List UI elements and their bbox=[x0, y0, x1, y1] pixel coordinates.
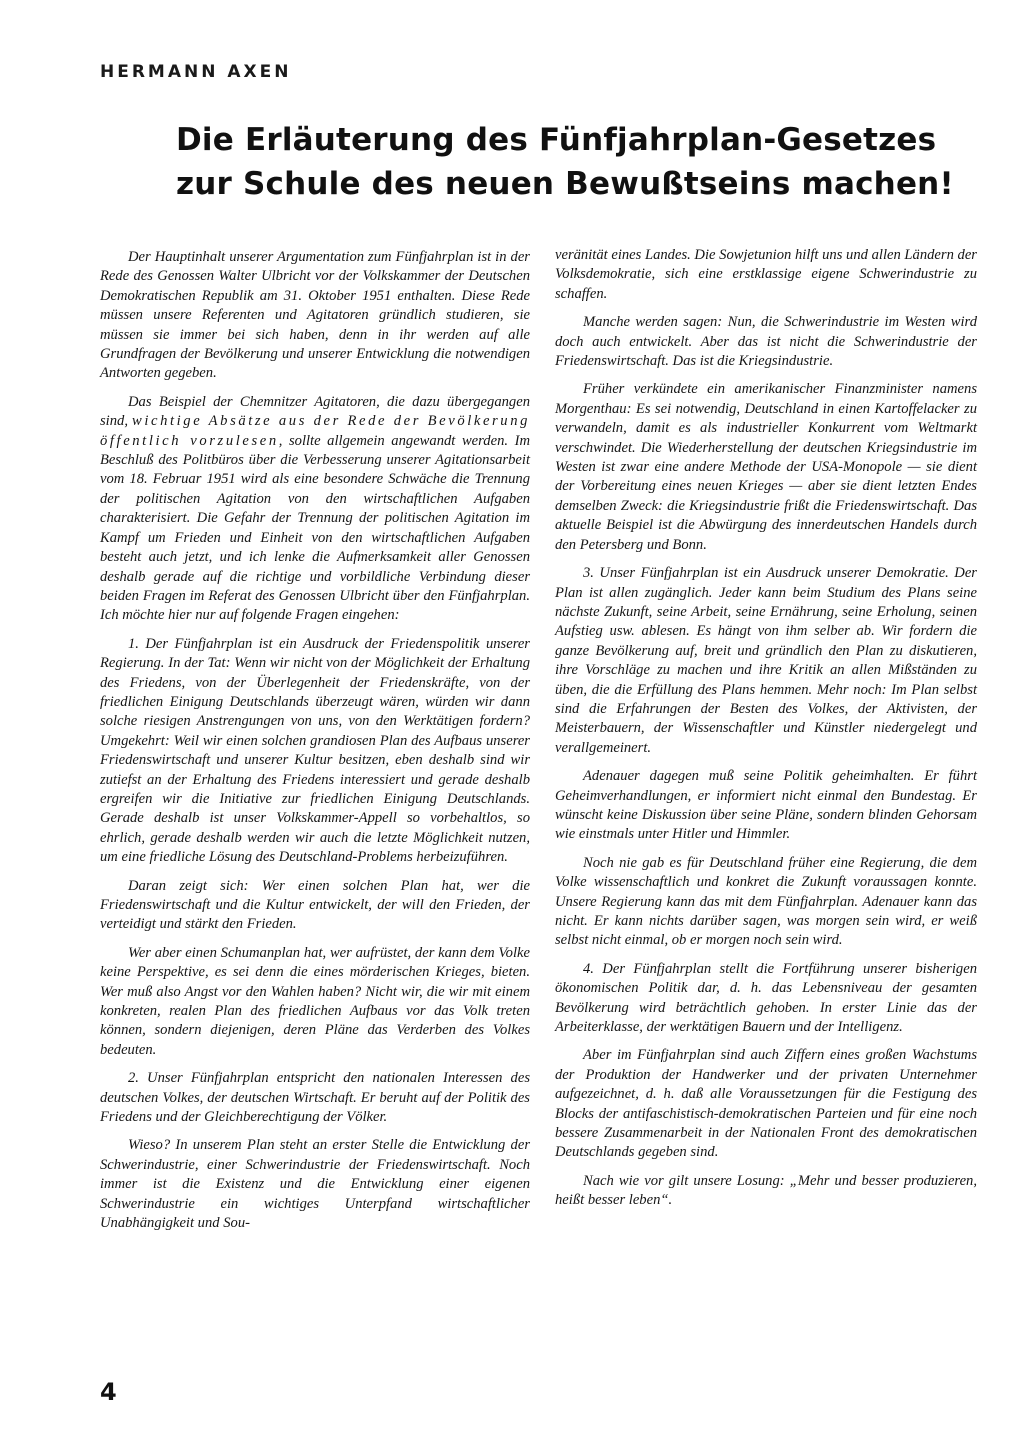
paragraph: Noch nie gab es für Deutschland früher eine Regierung, die dem Volke wissenschaftlich und konkret die Zukunft voraussagen konnte. Unsere Regierung kann das mit dem Fünfjahrplan. Adenauer kann das nicht. Er kann nichts darüber sagen, was morgen sein wird, er weiß selbst nicht einmal, ob er morgen noch sein wird. bbox=[555, 854, 977, 949]
paragraph: 2. Unser Fünfjahrplan entspricht den nationalen Interessen des deutschen Volkes, der deutschen Wirtschaft. Er beruht auf der Politik des Friedens und der Gleichberechtigung der Völker. bbox=[100, 1070, 530, 1126]
headline-line-1: Die Erläuterung des Fünfjahrplan-Gesetzes bbox=[176, 122, 937, 158]
paragraph: 1. Der Fünfjahrplan ist ein Ausdruck der Friedenspolitik unserer Regierung. In der Tat: Wenn wir nicht von der Möglichkeit der Erhaltung des Friedens, von der Überlegenheit der Friedenskräfte, von der friedlichen Einigung Deutschlands überzeugt wären, würden wir dann solche riesigen Anstrengungen von uns, von den Werktätigen fordern? Umgekehrt: Weil wir einen solchen grandiosen Plan des Aufbaus unserer Friedenswirtschaft und unserer Kultur besitzen, eben deshalb sind wir zutiefst an der Erhaltung des Friedens interessiert und gerade deshalb ergreifen wir die Initiative zur friedlichen Einigung Deutschlands. Gerade deshalb ist unser Volkskammer-Appell so vorbehaltlos, so ehrlich, gerade deshalb werden wir auch die letzte Möglichkeit nutzen, um eine friedliche Lösung des Deutschland-Problems herbeizuführen. bbox=[100, 635, 530, 866]
paragraph: Daran zeigt sich: Wer einen solchen Plan hat, wer die Friedenswirtschaft und die Kultur entwickelt, der will den Frieden, der verteidigt und stärkt den Frieden. bbox=[100, 877, 530, 933]
paragraph: 3. Unser Fünfjahrplan ist ein Ausdruck unserer Demokratie. Der Plan ist allen zugänglich. Jeder kann beim Studium des Plans seine nächste Zukunft, seine Arbeit, seine Ernährung, seine Erholung, seinen Aufstieg usw. ablesen. Es hängt von ihm selber ab. Wir fordern die ganze Bevölkerung auf, breit und gründlich den Plan zu diskutieren, ihre Vorschläge zu machen und ihre Kritik an allen Mißständen zu üben, die die Erfüllung des Plans hemmen. Mehr noch: Im Plan selbst sind die Erfahrungen der Besten des Volkes, der Aktivisten, der Meisterbauern, der Wissenschaftler und Künstler niedergelegt und verallgemeinert. bbox=[555, 565, 977, 756]
paragraph: Manche werden sagen: Nun, die Schwerindustrie im Westen wird doch auch entwickelt. Aber das ist nicht die Schwerindustrie der Friedenswirtschaft. Das ist die Kriegsindustrie. bbox=[555, 314, 977, 370]
paragraph: Früher verkündete ein amerikanischer Finanzminister namens Morgenthau: Es sei notwendig, Deutschland in einen Kartoffelacker zu verwandeln, damit es als industrieller Konkurrent vom Weltmarkt verschwindet. Die Wiederherstellung der deutschen Kriegsindustrie im Westen ist zwar eine andere Methode der USA-Monopole — sie dient der Vorbereitung eines neuen Krieges — aber sie dient letzten Endes demselben Zweck: die Kriegsindustrie frißt die Friedenswirtschaft. Das aktuelle Beispiel ist die Abwürgung des innerdeutschen Handels durch den Petersberg und Bonn. bbox=[555, 381, 977, 553]
paragraph: Aber im Fünfjahrplan sind auch Ziffern eines großen Wachstums der Produktion der Handwerker und der privaten Unternehmer aufgezeichnet, d. h. daß alle Voraussetzungen für die Festigung des Blocks der antifaschistisch-demokratischen Parteien und für eine noch bessere Zusammenarbeit in der Nationalen Front des demokratischen Deutschlands gegeben sind. bbox=[555, 1047, 977, 1161]
headline-line-2: zur Schule des neuen Bewußtseins machen! bbox=[176, 166, 954, 202]
right-column bbox=[555, 246, 977, 1220]
paragraph: veränität eines Landes. Die Sowjetunion hilft uns und allen Ländern der Volksdemokratie, sich eine erstklassige eigene Schwerindustrie zu schaffen. bbox=[555, 247, 977, 302]
paragraph: Nach wie vor gilt unsere Losung: „Mehr und besser produzieren, heißt besser leben“. bbox=[555, 1172, 977, 1209]
article-headline bbox=[176, 118, 976, 206]
paragraph-text: , sollte allgemein angewandt werden. Im Beschluß des Politbüros über die Verbesserung unserer Agitationsarbeit vom 18. Februar 1951 wird als eine besondere Schwäche die Trennung der politischen Agitation von den wirtschaftlichen Aufgaben charakterisiert. Die Gefahr der Trennung der politischen Agitation im Kampf um Frieden und Einheit von den wirtschaftlichen Aufgaben besteht auch jetzt, und ich lenke die Aufmerksamkeit aller Genossen deshalb gerade auf die richtige und vorbildliche Verbindung dieser beiden Fragen im Referat des Genossen Ulbricht über den Fünfjahrplan. Ich möchte hier nur auf folgende Fragen eingehen: bbox=[100, 432, 530, 624]
paragraph: Der Hauptinhalt unserer Argumentation zum Fünfjahrplan ist in der Rede des Genossen Walter Ulbricht vor der Volkskammer der Deutschen Demokratischen Republik am 31. Oktober 1951 enthalten. Diese Rede müssen unsere Referenten und Agitatoren gründlich studieren, sie müssen sie immer bei sich haben, denn in ihr werden auf alle Grundfragen der Bevölkerung und unserer Entwicklung die notwendigen Antworten gegeben. bbox=[100, 249, 530, 382]
paragraph: 4. Der Fünfjahrplan stellt die Fortführung unserer bisherigen ökonomischen Politik dar, d. h. das Lebensniveau der gesamten Bevölkerung wird beträchtlich gehoben. In erster Linie das der Arbeiterklasse, der werktätigen Bauern und der Intelligenz. bbox=[555, 960, 977, 1036]
paragraph: Adenauer dagegen muß seine Politik geheimhalten. Er führt Geheimverhandlungen, er informiert nicht einmal den Bundestag. Er wünscht keine Diskussion über seine Pläne, sondern blinden Gehorsam wie einstmals unter Hitler und Himmler. bbox=[555, 768, 977, 843]
left-column bbox=[100, 248, 530, 1243]
paragraph-text: Das Beispiel der Chemnitzer Agitatoren, die dazu übergegangen sind, bbox=[100, 393, 530, 430]
paragraph bbox=[100, 393, 530, 626]
page-number: 4 bbox=[100, 1378, 117, 1406]
paragraph: Wer aber einen Schumanplan hat, wer aufrüstet, der kann dem Volke keine Perspektive, es sei denn die eines mörderischen Krieges, bieten. Wer muß also Angst vor den Wahlen haben? Nicht wir, die wir mit einem konkreten, realen Plan des friedlichen Aufbaus vor das Volk treten können, sondern diejenigen, deren Pläne das Verderben des Volkes bedeuten. bbox=[100, 944, 530, 1058]
author-name: HERMANN AXEN bbox=[100, 62, 292, 82]
emphasized-text: wichtige Absätze aus der Rede der Bevölkerung öffentlich vorzulesen bbox=[100, 413, 530, 449]
paragraph: Wieso? In unserem Plan steht an erster Stelle die Entwicklung der Schwerindustrie, einer Schwerindustrie der Friedenswirtschaft. Noch immer ist die Existenz und die Entwicklung einer eigenen Schwerindustrie ein wichtiges Unterpfand wirtschaftlicher Unabhängigkeit und Sou- bbox=[100, 1137, 530, 1232]
